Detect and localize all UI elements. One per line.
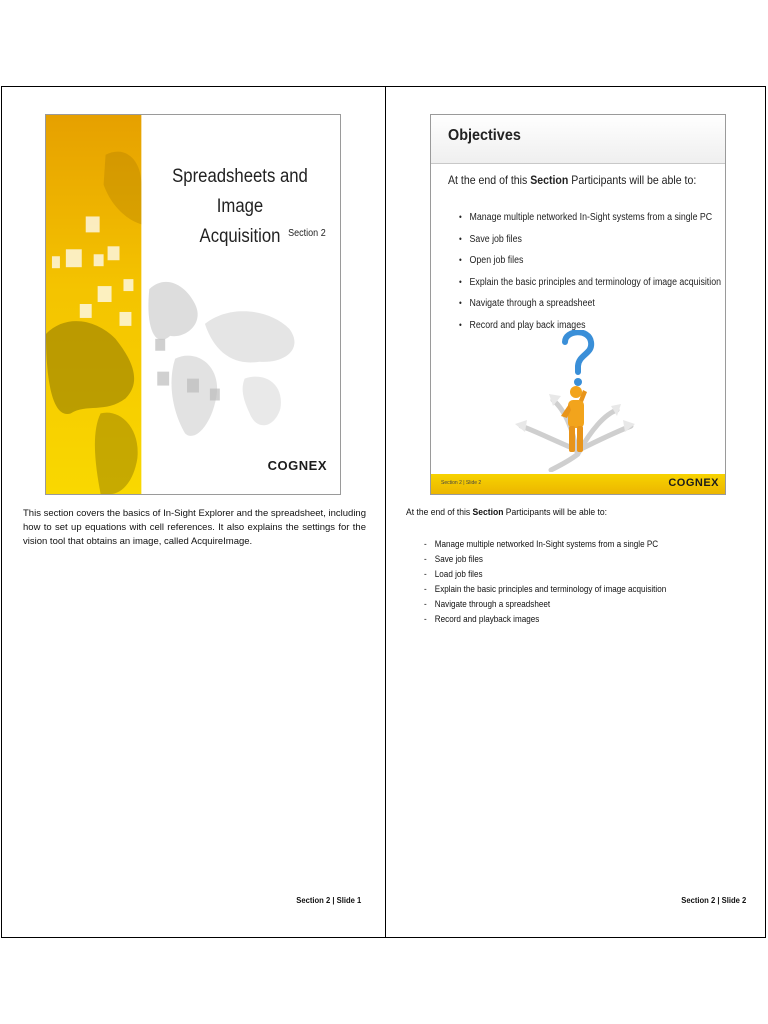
- slide-2-notes-list: [424, 537, 693, 627]
- slide-2-footer-text: Section 2 | Slide 2: [441, 480, 482, 486]
- slide-1-section-label: Section 2: [288, 228, 326, 239]
- notes-item: - Save job files: [424, 552, 666, 567]
- notes-lead-bold: Section: [472, 507, 504, 518]
- slide-1-notes: This section covers the basics of In-Sight Explorer and the spreadsheet, including how to set up equations with cell references. It also explains the settings for the vision tool that obtains an image, called AcquireImage.: [23, 508, 366, 547]
- notes-item: - Record and playback images: [424, 612, 666, 627]
- slide-2-lead: [448, 173, 696, 187]
- notes-item: - Load job files: [424, 567, 666, 582]
- slide-2-bullet: • Manage multiple networked In-Sight systems from a single PC: [459, 207, 721, 229]
- lead-suffix: Participants will be able to:: [568, 173, 697, 187]
- slide-2-bullet: • Open job files: [459, 250, 721, 272]
- slide-2-bullet: • Save job files: [459, 229, 721, 251]
- slide-2-bullet: • Navigate through a spreadsheet: [459, 293, 721, 315]
- notes-item: - Navigate through a spreadsheet: [424, 597, 666, 612]
- slide-1-thumbnail: [45, 114, 341, 495]
- slide-1-title-line1: Spreadsheets and Image: [172, 166, 308, 217]
- lead-bold: Section: [530, 173, 569, 187]
- slide-2-thumbnail: [430, 114, 726, 495]
- slide-2-bullet-list: [459, 207, 726, 336]
- slide-2-header: [431, 115, 725, 164]
- lead-prefix: At the end of this: [448, 173, 531, 187]
- question-mark-figure-icon: [513, 330, 637, 472]
- notes-item: - Manage multiple networked In-Sight systems from a single PC: [424, 537, 666, 552]
- slide-2-notes-lead: [406, 507, 607, 518]
- slide-2-bullet: • Record and play back images: [459, 315, 721, 337]
- slide-2-title: Objectives: [448, 127, 521, 144]
- slide-1-title-line2: Acquisition: [199, 226, 281, 247]
- column-divider: [385, 87, 386, 937]
- slide-2-footer: [431, 474, 725, 494]
- notes-lead-prefix: At the end of this: [406, 507, 473, 518]
- cognex-logo: COGNEX: [668, 477, 719, 489]
- slide-2-bullet: • Explain the basic principles and terminology of image acquisition: [459, 272, 721, 294]
- notes-lead-suffix: Participants will be able to:: [503, 507, 608, 518]
- handout-page: [1, 86, 766, 938]
- cognex-logo: COGNEX: [267, 458, 327, 473]
- slide-1-page-number: Section 2 | Slide 1: [295, 895, 361, 905]
- notes-item: - Explain the basic principles and terminology of image acquisition: [424, 582, 666, 597]
- slide-2-page-number: Section 2 | Slide 2: [680, 895, 746, 905]
